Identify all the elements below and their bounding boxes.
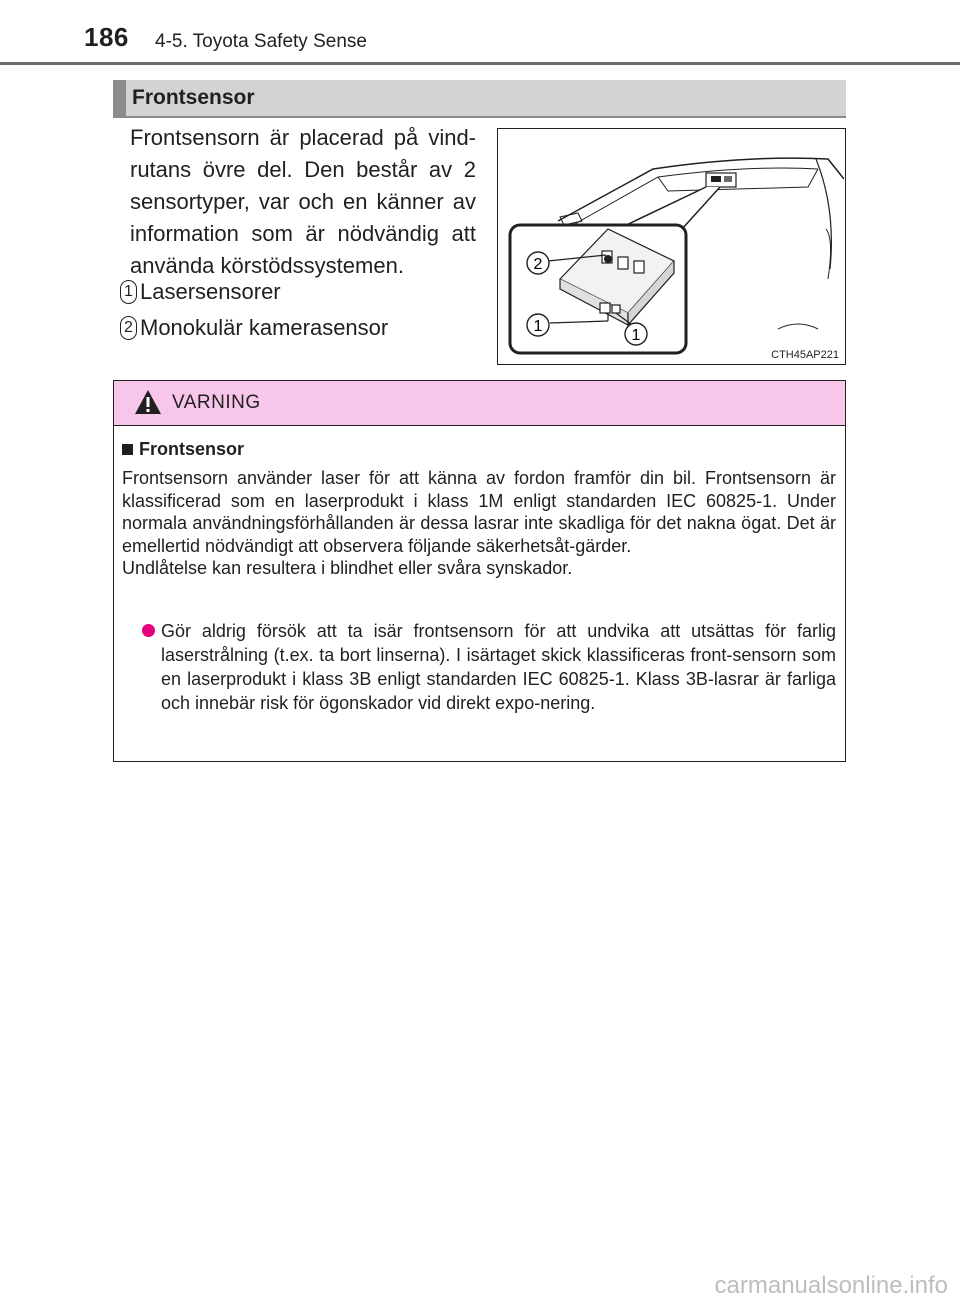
list-item — [120, 278, 281, 306]
square-bullet-icon — [122, 444, 133, 455]
callout-label: 2 — [533, 256, 543, 273]
warning-header — [114, 381, 845, 426]
warning-paragraph: Frontsensorn använder laser för att känna av fordon framför din bil. Frontsensorn är klassificerad som en laserprodukt i klass 1M enligt standarden IEC 60825-1. Under normala användningsförhållanden är dessa lasrar inte skadliga för det nakna ögat. Det är emellertid nödvändigt att observera följande säkerhetsåt-gärder. — [122, 468, 836, 556]
warning-label: VARNING — [172, 392, 261, 413]
warning-subheading-text: Frontsensor — [139, 439, 245, 459]
figure-code: CTH45AP221 — [771, 349, 839, 361]
warning-box — [113, 380, 846, 762]
windshield-sensor-diagram — [498, 129, 844, 363]
heading-accent — [113, 80, 126, 116]
warning-triangle-icon — [134, 389, 162, 415]
callout-label: 1 — [631, 327, 641, 344]
item-number-badge: 2 — [120, 316, 137, 340]
list-item — [120, 314, 388, 342]
item-label: Monokulär kamerasensor — [140, 315, 389, 340]
warning-bullet-item — [142, 619, 836, 715]
intro-paragraph: Frontsensorn är placerad på vind-rutans övre del. Den består av 2 sensortyper, var och en känner av information som är nödvändig att använda körstödssystemen. — [130, 125, 476, 278]
warning-paragraph: Undlåtelse kan resultera i blindhet eller svåra synskador. — [122, 558, 573, 578]
page-number: 186 — [84, 22, 129, 52]
warning-body — [122, 467, 836, 580]
item-label: Lasersensorer — [140, 279, 281, 304]
watermark: carmanualsonline.info — [714, 1272, 948, 1299]
item-number-badge: 1 — [120, 280, 137, 304]
header-divider — [0, 62, 960, 65]
section-heading: Frontsensor — [132, 86, 255, 109]
section-heading-bar — [113, 80, 846, 118]
callout-label: 1 — [533, 318, 543, 335]
section-title: 4-5. Toyota Safety Sense — [155, 31, 367, 52]
warning-subheading — [122, 439, 244, 460]
bullet-dot-icon — [142, 624, 155, 637]
sensor-illustration — [497, 128, 846, 365]
warning-bullet-text: Gör aldrig försök att ta isär frontsensorn för att undvika att utsättas för farlig laserstrålning (t.ex. ta bort linserna). I isärtaget skick klassificeras front-sensorn som en laserprodukt i klass 3B enligt standarden IEC 60825-1. Klass 3B-lasrar är farliga och innebär risk för ögonskador vid direkt expo-nering. — [161, 621, 836, 713]
